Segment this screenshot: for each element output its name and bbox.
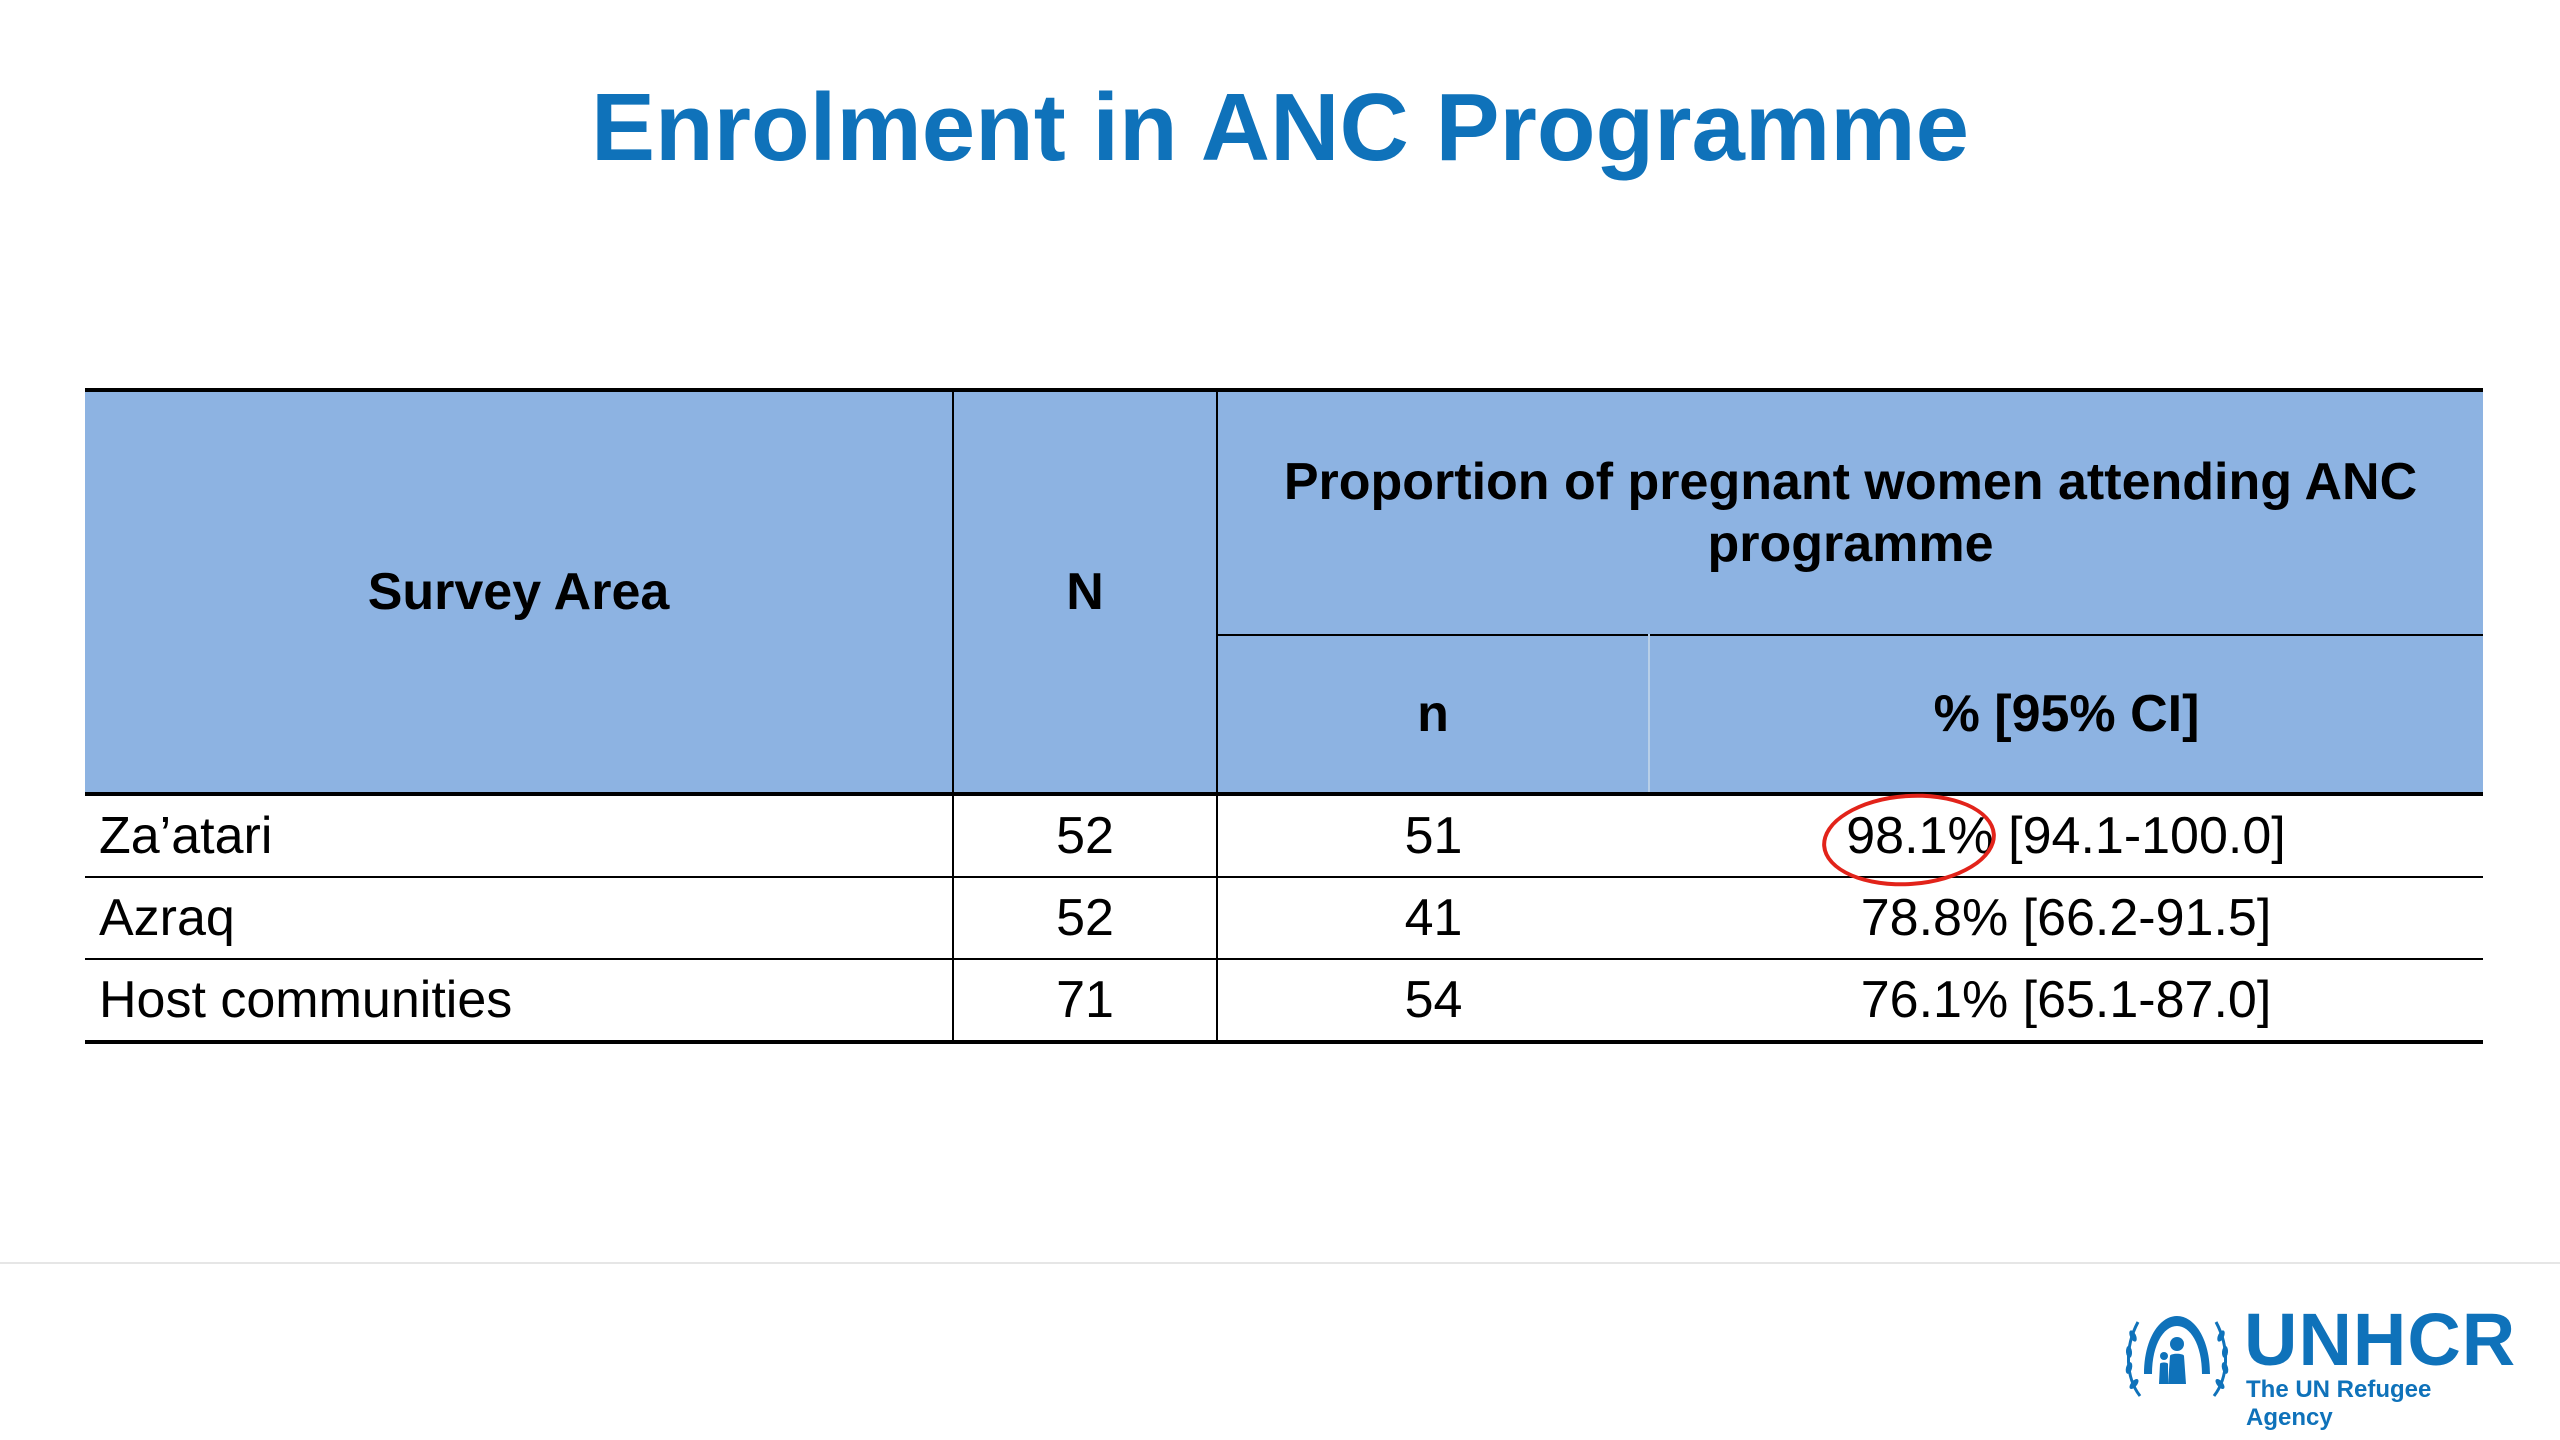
cell-survey-area: Azraq — [85, 877, 953, 959]
table-row — [85, 877, 2483, 959]
header-n: n — [1217, 635, 1649, 794]
cell-pct-ci — [1649, 794, 2483, 877]
footer-divider — [0, 1262, 2560, 1264]
highlighted-percentage — [1846, 806, 1993, 866]
header-N: N — [953, 390, 1217, 794]
logo-name: UNHCR — [2244, 1298, 2517, 1381]
cell-pct-value: 76.1% — [1860, 971, 2009, 1029]
cell-n: 41 — [1217, 877, 1649, 959]
cell-ci-value: [94.1-100.0] — [1993, 807, 2286, 865]
cell-pct-value: 98.1% — [1846, 807, 1994, 865]
cell-N: 71 — [953, 959, 1217, 1042]
unhcr-logo — [2122, 1298, 2522, 1431]
slide-title: Enrolment in ANC Programme — [591, 74, 1969, 181]
table-row — [85, 794, 2483, 877]
logo-tagline: The UN Refugee Agency — [2246, 1376, 2432, 1431]
cell-pct-value: 78.8% — [1860, 889, 2009, 947]
cell-N: 52 — [953, 794, 1217, 877]
cell-n: 54 — [1217, 959, 1649, 1042]
table-row — [85, 959, 2483, 1042]
cell-N: 52 — [953, 877, 1217, 959]
cell-ci-value: [65.1-87.0] — [2008, 971, 2272, 1029]
cell-survey-area: Za’atari — [85, 794, 953, 877]
cell-pct-ci — [1649, 877, 2483, 959]
unhcr-emblem-icon — [2122, 1304, 2232, 1404]
cell-survey-area: Host communities — [85, 959, 953, 1042]
anc-enrolment-table — [85, 388, 2483, 1044]
header-survey-area: Survey Area — [85, 390, 953, 794]
header-proportion: Proportion of pregnant women attending ANC programme — [1217, 390, 2483, 635]
cell-pct-ci — [1649, 959, 2483, 1042]
cell-n: 51 — [1217, 794, 1649, 877]
header-pct-ci: % [95% CI] — [1649, 635, 2483, 794]
cell-ci-value: [66.2-91.5] — [2008, 889, 2272, 947]
